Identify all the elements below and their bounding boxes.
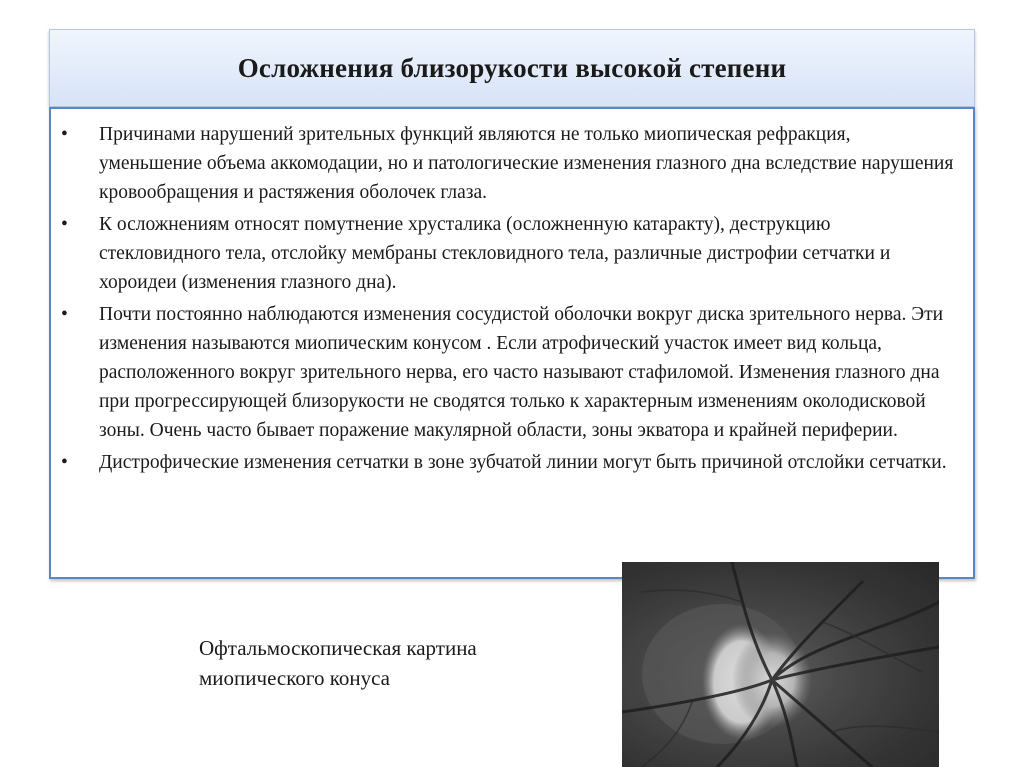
slide-title: Осложнения близорукости высокой степени (237, 52, 787, 83)
bullet-text: Почти постоянно наблюдаются изменения сосудистой оболочки вокруг диска зрительного нерва. Эти изменения называются миопическим конусом . Если атрофический участок имеет вид кольца, расположенного вокруг зрительного нерва, его часто называют стафиломой. Изменения глазного дна при прогрессирующей близорукости не сводятся только к характерным изменениям околодисковой зоны. Очень часто бывает поражение макулярной области, зоны экватора и крайней периферии. (99, 304, 944, 441)
content-box (49, 107, 975, 579)
photo-caption (199, 633, 579, 693)
bullet-list (51, 109, 973, 477)
bullet-item (51, 300, 957, 445)
slide-title-bar (49, 29, 975, 107)
bullet-text: Причинами нарушений зрительных функций являются не только миопическая рефракция, уменьшение объема аккомодации, но и патологические изменения глазного дна вследствие нарушения кровообращения и растяжения оболочек глаза. (99, 124, 954, 203)
bullet-text: Дистрофические изменения сетчатки в зоне зубчатой линии могут быть причиной отслойки сетчатки. (99, 452, 947, 473)
bullet-mark: • (61, 304, 68, 325)
caption-line: миопического конуса (199, 666, 390, 690)
bullet-item (51, 448, 957, 477)
bullet-mark: • (61, 452, 68, 473)
bullet-item (51, 210, 957, 297)
fundus-image (622, 562, 939, 767)
bullet-item (51, 120, 957, 207)
bullet-mark: • (61, 124, 68, 145)
caption-line: Офтальмоскопическая картина (199, 636, 477, 660)
fundus-photo (622, 562, 939, 767)
bullet-mark: • (61, 214, 68, 235)
bullet-text: К осложнениям относят помутнение хрусталика (осложненную катаракту), деструкцию стекловидного тела, отслойку мембраны стекловидного тела, различные дистрофии сетчатки и хороидеи (изменения глазного дна). (99, 214, 891, 293)
